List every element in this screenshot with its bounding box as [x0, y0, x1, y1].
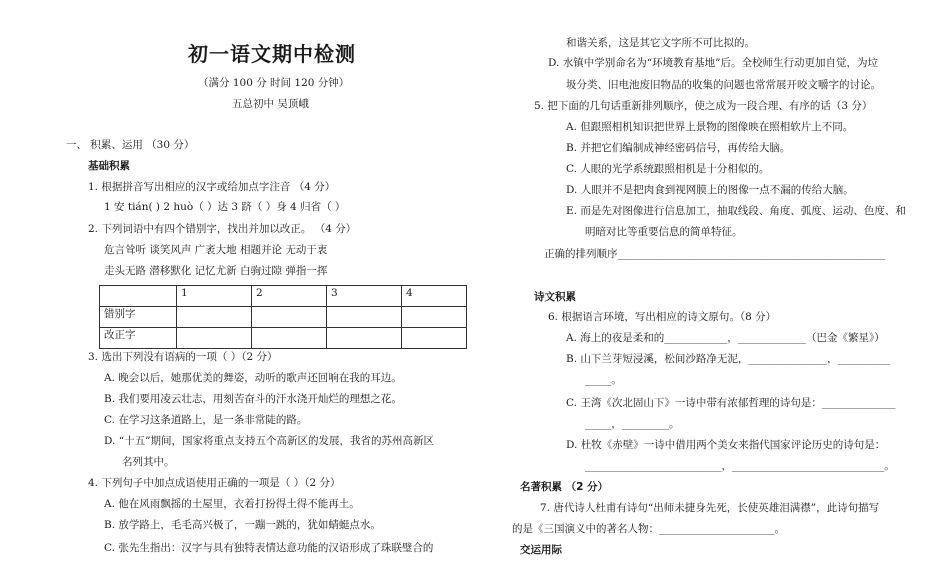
basic-heading: 基础积累	[88, 160, 130, 172]
answer-cell[interactable]	[402, 307, 467, 328]
table-cell: 4	[402, 286, 467, 307]
comm-heading: 交运用际	[520, 544, 562, 556]
poem-d: D. 杜牧《赤壁》一诗中借用两个美女来指代国家评论历史的诗句是：	[566, 439, 886, 451]
sentence-e-cont: 明暗对比等重要信息的简单特征。	[585, 226, 743, 238]
option-c: C. 张先生指出：汉字与具有独特表情达意功能的汉语形成了珠联璧合的	[104, 542, 434, 554]
section-heading: 一、 积累、运用 （30 分）	[66, 139, 195, 151]
sentence-b: B. 并把它们编制成神经密码信号，再传给大脑。	[566, 142, 791, 154]
question-3: 3. 选出下列没有语病的一项（ ）（2 分）	[88, 351, 278, 363]
question-7: 7. 唐代诗人杜甫有诗句“出师未捷身先死，长使英雄泪满襟”，此诗句描写	[540, 502, 880, 514]
answer-cell[interactable]	[252, 328, 327, 349]
sentence-d: D. 人眼并不是把肉食到视网膜上的图像一点不漏的传给大脑。	[566, 184, 854, 196]
question-2: 2. 下列词语中有四个错别字，找出并加以改正。 （4 分）	[88, 223, 357, 235]
question-5: 5. 把下面的几句话重新排列顺序，使之成为一段合理、有序的话（3 分）	[534, 100, 873, 112]
author: 五总初中 吴顶峨	[232, 98, 309, 110]
question-4: 4. 下列句子中加点成语使用正确的一项是（ ）（2 分）	[88, 477, 341, 489]
table-cell: 3	[327, 286, 402, 307]
answer-cell[interactable]	[177, 328, 252, 349]
question-2-line2: 走头无路 潜移默化 记忆尤新 白驹过隙 弹指一挥	[104, 265, 328, 277]
option-b: B. 我们要用凌云壮志，用刻苦奋斗的汗水浇开灿烂的理想之花。	[104, 393, 402, 405]
answer-cell[interactable]	[327, 307, 402, 328]
correction-table	[99, 285, 467, 349]
sentence-a: A. 但跟照相机知识把世界上景物的图像映在照相软片上不同。	[566, 121, 854, 133]
option-d-cont: 圾分类、旧电池废旧物品的收集的问题也常常展开咬文嚼字的讨论。	[566, 79, 881, 91]
poem-d-answer[interactable]: __________________________，_____________________________。	[585, 460, 895, 472]
answer-cell[interactable]	[327, 328, 402, 349]
page-title: 初一语文期中检测	[188, 42, 356, 66]
question-2-line1: 危言耸听 谈笑风声 广袤大地 相题并论 无动于衷	[104, 244, 328, 256]
subtitle: （满分 100 分 时间 120 分钟）	[198, 77, 350, 89]
sentence-e: E. 而是先对图像进行信息加工，抽取线段、角度、弧度、运动、色度、和	[566, 205, 906, 217]
answer-cell[interactable]	[402, 328, 467, 349]
table-cell: 1	[177, 286, 252, 307]
option-b: B. 放学路上，毛毛高兴极了，一蹦一跳的，犹如蜻蜓点水。	[104, 519, 381, 531]
option-d-cont: 名列其中。	[122, 456, 175, 468]
option-a: A. 晚会以后，她那优美的舞姿，动听的歌声还回响在我的耳边。	[104, 372, 402, 384]
option-d: D. “十五”期间，国家将重点支持五个高新区的发展，我省的苏州高新区	[104, 435, 434, 447]
poem-c[interactable]: C. 王湾《次北固山下》一诗中带有浓郁哲理的诗句是：______________	[566, 397, 896, 409]
table-cell	[100, 286, 177, 307]
table-cell: 2	[252, 286, 327, 307]
poem-a[interactable]: A. 海上的夜是柔和的____________，_____________（巴金《繁星》）	[566, 332, 885, 344]
order-answer-line[interactable]: 正确的排列顺序___________________________________________________	[544, 248, 886, 260]
poem-c-cont[interactable]: _____，_________。	[585, 418, 680, 430]
question-1-line: 1 安 tián( ) 2 huò（ ）达 3 跻（ ）身 4 归省（ ）	[104, 201, 346, 213]
classic-heading: 名著积累 （2 分）	[520, 481, 609, 493]
option-d: D. 水镇中学别命名为“环境教育基地”后。全校师生行动更加自觉，为垃	[548, 57, 878, 69]
option-a: A. 他在风雨飘摇的土屋里，衣着打扮得土得不能再土。	[104, 498, 360, 510]
poem-heading: 诗文积累	[534, 291, 576, 303]
option-c-cont: 和谐关系，这是其它文字所不可比拟的。	[566, 37, 755, 49]
question-6: 6. 根据语言环境，写出相应的诗文原句。（8 分）	[548, 311, 777, 323]
table-row-label: 改正字	[100, 328, 177, 349]
table-row-label: 错别字	[100, 307, 177, 328]
option-c: C. 在学习这条道路上，是一条非常陡的路。	[104, 414, 308, 426]
question-1: 1. 根据拼音写出相应的汉字或给加点字注音 （4 分）	[88, 181, 336, 193]
poem-b-cont[interactable]: _____。	[585, 374, 622, 386]
sentence-c: C. 人眼的光学系统跟照相机是十分相似的。	[566, 163, 770, 175]
answer-cell[interactable]	[177, 307, 252, 328]
answer-cell[interactable]	[252, 307, 327, 328]
poem-b[interactable]: B. 山下兰芽短浸溪，松间沙路净无泥，_______________，__________	[566, 353, 891, 365]
question-7-cont[interactable]: 的是《三国演义中的著名人物：______________________。	[512, 523, 785, 535]
